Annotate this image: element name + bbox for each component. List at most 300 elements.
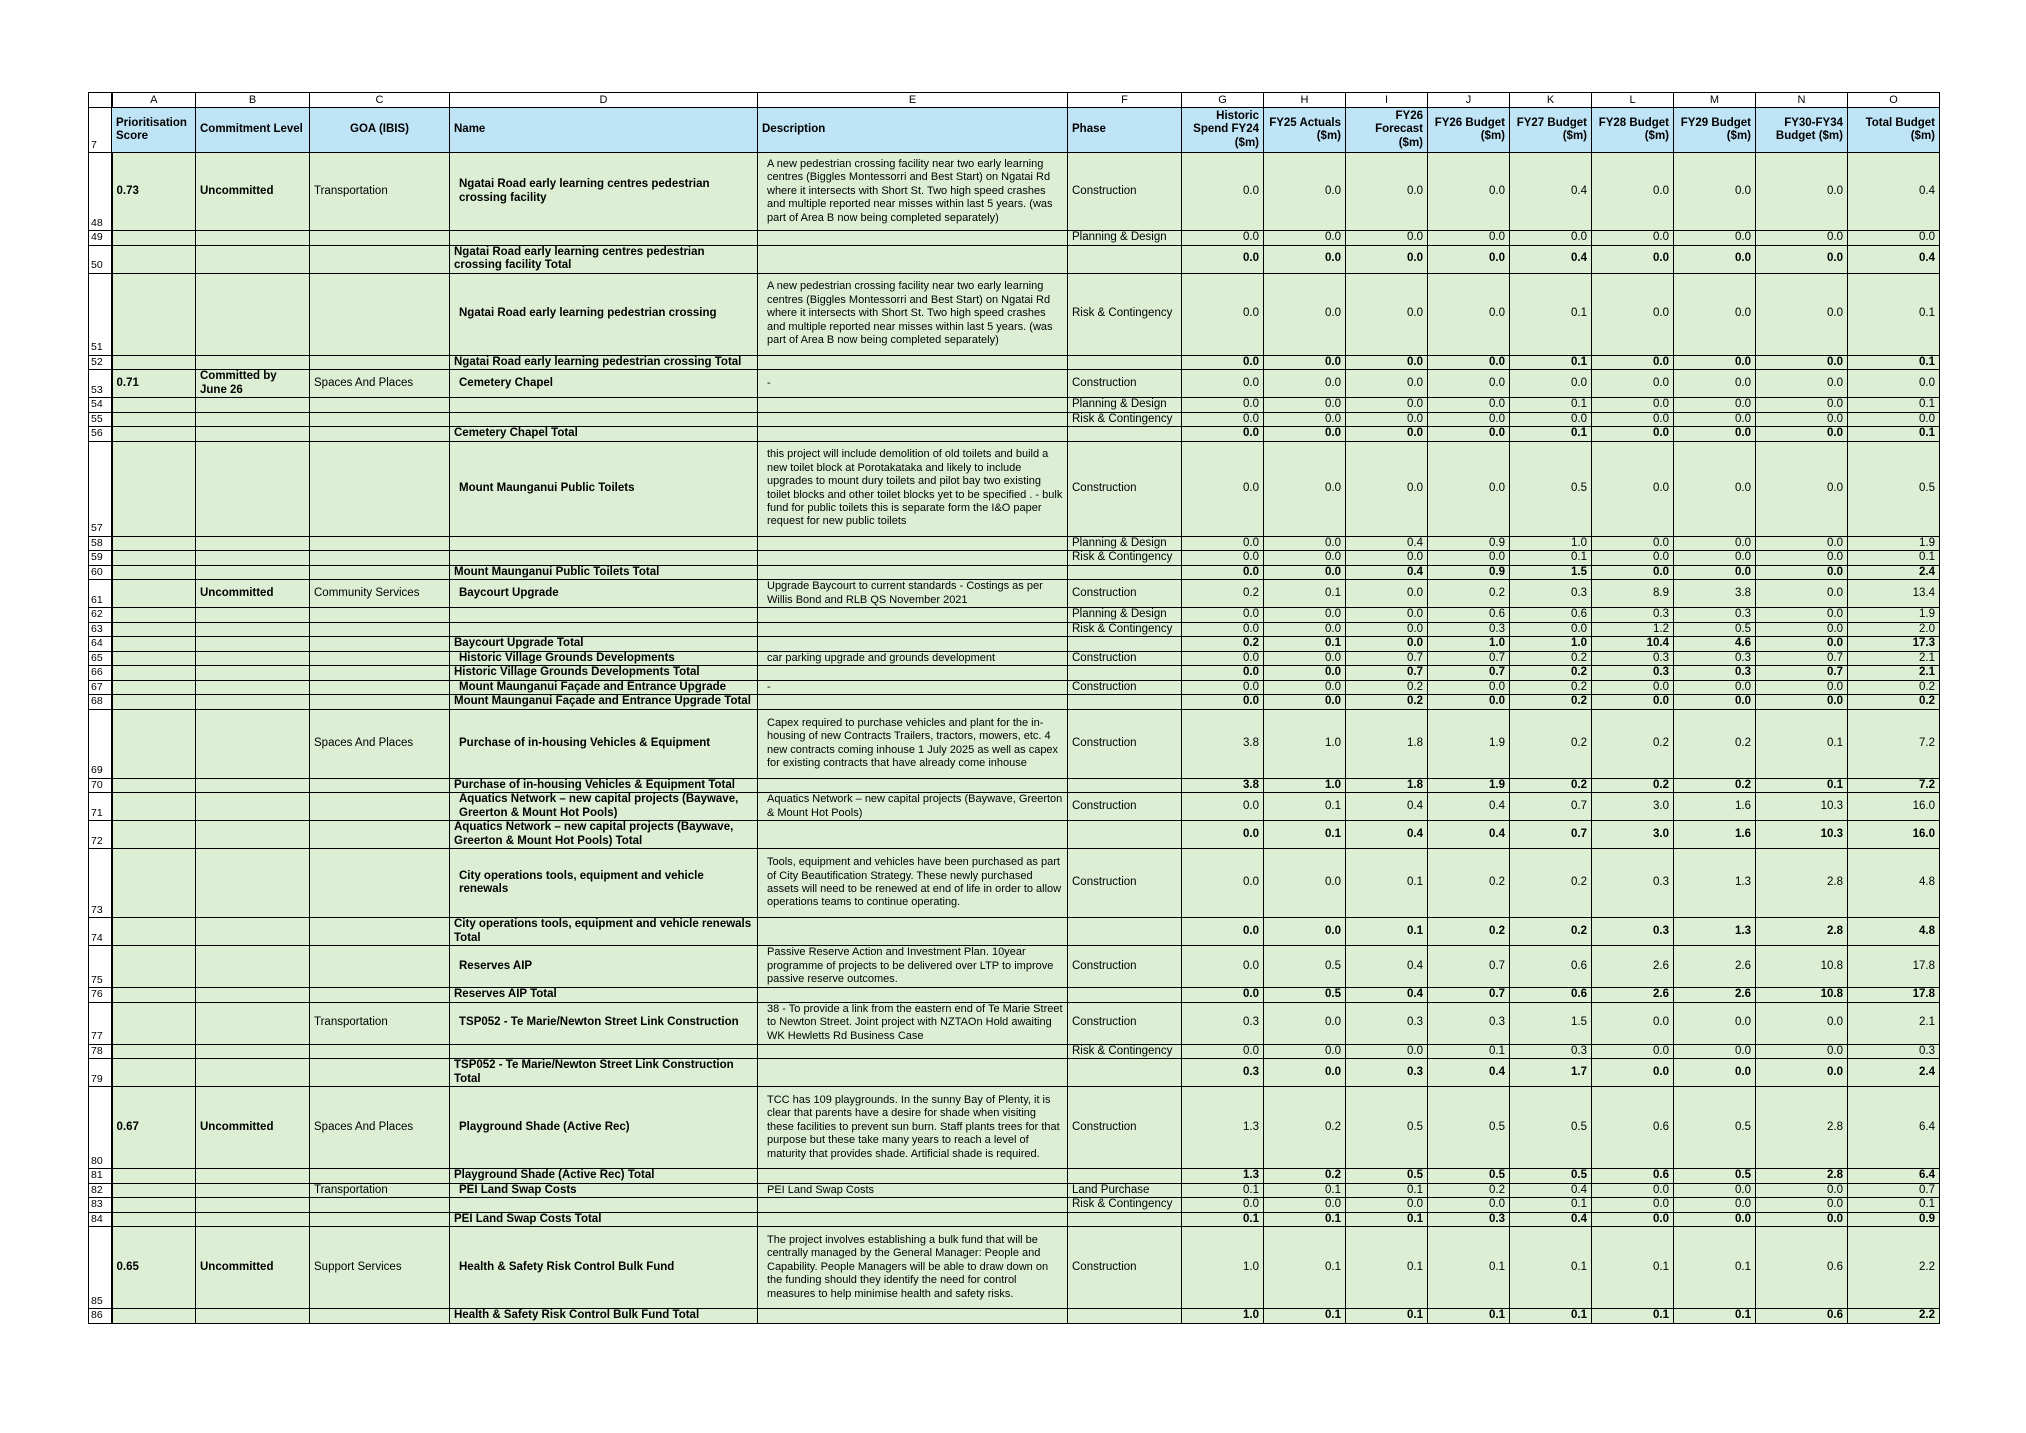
cell-fy29-budget[interactable]: 4.6 (1674, 637, 1756, 652)
cell-fy28-budget[interactable]: 2.6 (1592, 988, 1674, 1003)
cell-fy26-budget[interactable]: 0.5 (1428, 1169, 1510, 1184)
cell-fy26-budget[interactable]: 0.9 (1428, 565, 1510, 580)
cell-prioritisation-score[interactable] (112, 793, 196, 821)
cell-fy26-budget[interactable]: 0.7 (1428, 946, 1510, 988)
cell-fy30-fy34-budget[interactable]: 0.0 (1756, 398, 1848, 413)
cell-name[interactable]: PEI Land Swap Costs (450, 1183, 758, 1198)
cell-commitment-level[interactable] (196, 1169, 310, 1184)
cell-phase[interactable]: Construction (1068, 946, 1182, 988)
row-number[interactable]: 54 (89, 398, 112, 413)
cell-prioritisation-score[interactable] (112, 778, 196, 793)
column-letter-o[interactable]: O (1848, 93, 1940, 108)
row-number[interactable]: 58 (89, 536, 112, 551)
cell-fy29-budget[interactable]: 0.0 (1674, 1044, 1756, 1059)
cell-goa[interactable] (310, 398, 450, 413)
cell-phase[interactable]: Risk & Contingency (1068, 622, 1182, 637)
cell-fy27-budget[interactable]: 0.6 (1510, 988, 1592, 1003)
cell-fy26-forecast[interactable]: 0.4 (1346, 536, 1428, 551)
header-fy28-budget[interactable]: FY28 Budget ($m) (1592, 108, 1674, 153)
cell-fy29-budget[interactable]: 3.8 (1674, 580, 1756, 608)
row-number[interactable]: 7 (89, 108, 112, 153)
cell-fy29-budget[interactable]: 2.6 (1674, 946, 1756, 988)
cell-prioritisation-score[interactable] (112, 398, 196, 413)
cell-total-budget[interactable]: 0.7 (1848, 1183, 1940, 1198)
row-number[interactable]: 84 (89, 1212, 112, 1227)
cell-goa[interactable] (310, 946, 450, 988)
cell-prioritisation-score[interactable] (112, 355, 196, 370)
cell-fy28-budget[interactable]: 2.6 (1592, 946, 1674, 988)
cell-description[interactable] (758, 1044, 1068, 1059)
cell-historic-spend[interactable]: 0.0 (1182, 666, 1264, 681)
cell-fy28-budget[interactable]: 10.4 (1592, 637, 1674, 652)
cell-name[interactable]: TSP052 - Te Marie/Newton Street Link Construction Total (450, 1059, 758, 1087)
cell-fy26-forecast[interactable]: 0.5 (1346, 1169, 1428, 1184)
cell-historic-spend[interactable]: 0.0 (1182, 680, 1264, 695)
cell-fy28-budget[interactable]: 1.2 (1592, 622, 1674, 637)
row-number[interactable]: 61 (89, 580, 112, 608)
cell-phase[interactable]: Construction (1068, 793, 1182, 821)
cell-commitment-level[interactable] (196, 849, 310, 918)
cell-fy28-budget[interactable]: 0.0 (1592, 153, 1674, 231)
row-number[interactable]: 70 (89, 778, 112, 793)
cell-fy30-fy34-budget[interactable]: 10.8 (1756, 946, 1848, 988)
cell-fy25-actuals[interactable]: 0.1 (1264, 1227, 1346, 1309)
cell-name[interactable]: Mount Maunganui Façade and Entrance Upgrade (450, 680, 758, 695)
cell-fy27-budget[interactable]: 0.1 (1510, 1309, 1592, 1324)
cell-total-budget[interactable]: 17.3 (1848, 637, 1940, 652)
cell-phase[interactable] (1068, 821, 1182, 849)
cell-fy27-budget[interactable]: 0.1 (1510, 551, 1592, 566)
cell-fy29-budget[interactable]: 0.5 (1674, 1087, 1756, 1169)
header-fy27-budget[interactable]: FY27 Budget ($m) (1510, 108, 1592, 153)
cell-name[interactable] (450, 1198, 758, 1213)
cell-goa[interactable] (310, 1169, 450, 1184)
cell-total-budget[interactable]: 2.1 (1848, 666, 1940, 681)
cell-description[interactable] (758, 608, 1068, 623)
row-number[interactable]: 81 (89, 1169, 112, 1184)
cell-commitment-level[interactable] (196, 355, 310, 370)
cell-historic-spend[interactable]: 0.0 (1182, 918, 1264, 946)
cell-fy29-budget[interactable]: 0.1 (1674, 1309, 1756, 1324)
cell-fy25-actuals[interactable]: 0.1 (1264, 1183, 1346, 1198)
cell-fy25-actuals[interactable]: 0.0 (1264, 1198, 1346, 1213)
cell-fy28-budget[interactable]: 3.0 (1592, 793, 1674, 821)
cell-total-budget[interactable]: 1.9 (1848, 608, 1940, 623)
cell-name[interactable] (450, 622, 758, 637)
cell-name[interactable] (450, 551, 758, 566)
cell-fy26-budget[interactable]: 0.0 (1428, 695, 1510, 710)
cell-fy27-budget[interactable]: 0.1 (1510, 273, 1592, 355)
cell-fy26-budget[interactable]: 0.0 (1428, 680, 1510, 695)
cell-commitment-level[interactable] (196, 622, 310, 637)
row-number[interactable]: 63 (89, 622, 112, 637)
cell-fy25-actuals[interactable]: 0.1 (1264, 580, 1346, 608)
cell-goa[interactable] (310, 778, 450, 793)
header-phase[interactable]: Phase (1068, 108, 1182, 153)
cell-total-budget[interactable]: 0.0 (1848, 370, 1940, 398)
cell-fy30-fy34-budget[interactable]: 0.0 (1756, 1059, 1848, 1087)
cell-historic-spend[interactable]: 0.0 (1182, 651, 1264, 666)
cell-historic-spend[interactable]: 0.0 (1182, 245, 1264, 273)
cell-fy26-budget[interactable]: 0.6 (1428, 608, 1510, 623)
cell-fy29-budget[interactable]: 1.6 (1674, 793, 1756, 821)
cell-fy28-budget[interactable]: 0.0 (1592, 427, 1674, 442)
cell-fy27-budget[interactable]: 1.7 (1510, 1059, 1592, 1087)
cell-fy25-actuals[interactable]: 0.0 (1264, 1044, 1346, 1059)
cell-fy28-budget[interactable]: 0.3 (1592, 666, 1674, 681)
cell-fy26-budget[interactable]: 0.2 (1428, 849, 1510, 918)
cell-name[interactable]: Purchase of in-housing Vehicles & Equipment Total (450, 778, 758, 793)
cell-goa[interactable]: Support Services (310, 1227, 450, 1309)
cell-historic-spend[interactable]: 1.3 (1182, 1169, 1264, 1184)
cell-goa[interactable] (310, 680, 450, 695)
cell-fy25-actuals[interactable]: 0.0 (1264, 273, 1346, 355)
column-letter-i[interactable]: I (1346, 93, 1428, 108)
cell-fy28-budget[interactable]: 0.0 (1592, 398, 1674, 413)
cell-total-budget[interactable]: 0.4 (1848, 245, 1940, 273)
column-letter-e[interactable]: E (758, 93, 1068, 108)
cell-name[interactable]: Baycourt Upgrade Total (450, 637, 758, 652)
cell-fy26-budget[interactable]: 0.1 (1428, 1044, 1510, 1059)
cell-fy30-fy34-budget[interactable]: 0.0 (1756, 680, 1848, 695)
cell-fy27-budget[interactable]: 0.7 (1510, 793, 1592, 821)
cell-fy30-fy34-budget[interactable]: 10.3 (1756, 793, 1848, 821)
cell-commitment-level[interactable] (196, 441, 310, 536)
cell-fy26-budget[interactable]: 0.2 (1428, 918, 1510, 946)
cell-phase[interactable]: Construction (1068, 1002, 1182, 1044)
cell-description[interactable]: TCC has 109 playgrounds. In the sunny Bay of Plenty, it is clear that parents have a desire for shade when visiting these facilities to prevent sun burn. Staff plants trees for that purpose but these take many years to reach a level of maturity that provides shade. Artificial shade is required. (758, 1087, 1068, 1169)
cell-fy25-actuals[interactable]: 1.0 (1264, 709, 1346, 778)
cell-fy26-forecast[interactable]: 0.4 (1346, 988, 1428, 1003)
cell-prioritisation-score[interactable] (112, 441, 196, 536)
row-number[interactable]: 67 (89, 680, 112, 695)
cell-total-budget[interactable]: 0.1 (1848, 398, 1940, 413)
cell-fy26-forecast[interactable]: 0.7 (1346, 651, 1428, 666)
cell-commitment-level[interactable] (196, 1044, 310, 1059)
row-number[interactable]: 72 (89, 821, 112, 849)
row-number[interactable]: 74 (89, 918, 112, 946)
cell-name[interactable]: Mount Maunganui Public Toilets Total (450, 565, 758, 580)
cell-phase[interactable]: Construction (1068, 651, 1182, 666)
cell-fy26-forecast[interactable]: 0.2 (1346, 680, 1428, 695)
cell-fy25-actuals[interactable]: 0.0 (1264, 412, 1346, 427)
cell-name[interactable]: TSP052 - Te Marie/Newton Street Link Construction (450, 1002, 758, 1044)
cell-fy26-forecast[interactable]: 0.3 (1346, 1002, 1428, 1044)
cell-name[interactable]: PEI Land Swap Costs Total (450, 1212, 758, 1227)
cell-fy25-actuals[interactable]: 0.0 (1264, 622, 1346, 637)
cell-prioritisation-score[interactable] (112, 1198, 196, 1213)
cell-commitment-level[interactable] (196, 918, 310, 946)
cell-fy26-budget[interactable]: 0.2 (1428, 1183, 1510, 1198)
cell-description[interactable]: 38 - To provide a link from the eastern end of Te Marie Street to Newton Street. Joint project with NZTAOn Hold awaiting WK Hewletts Rd Business Case (758, 1002, 1068, 1044)
cell-historic-spend[interactable]: 0.1 (1182, 1212, 1264, 1227)
cell-name[interactable]: Purchase of in-housing Vehicles & Equipment (450, 709, 758, 778)
cell-fy29-budget[interactable]: 0.0 (1674, 398, 1756, 413)
cell-description[interactable] (758, 695, 1068, 710)
cell-historic-spend[interactable]: 3.8 (1182, 709, 1264, 778)
cell-total-budget[interactable]: 6.4 (1848, 1087, 1940, 1169)
cell-name[interactable]: Health & Safety Risk Control Bulk Fund (450, 1227, 758, 1309)
cell-description[interactable]: - (758, 370, 1068, 398)
cell-fy27-budget[interactable]: 0.0 (1510, 370, 1592, 398)
cell-goa[interactable] (310, 1198, 450, 1213)
cell-fy25-actuals[interactable]: 0.0 (1264, 355, 1346, 370)
cell-commitment-level[interactable] (196, 398, 310, 413)
cell-fy29-budget[interactable]: 0.0 (1674, 1212, 1756, 1227)
cell-fy27-budget[interactable]: 0.2 (1510, 666, 1592, 681)
cell-fy26-budget[interactable]: 0.0 (1428, 441, 1510, 536)
cell-name[interactable]: Ngatai Road early learning pedestrian crossing Total (450, 355, 758, 370)
cell-total-budget[interactable]: 0.9 (1848, 1212, 1940, 1227)
cell-fy30-fy34-budget[interactable]: 0.0 (1756, 370, 1848, 398)
cell-fy25-actuals[interactable]: 0.2 (1264, 1087, 1346, 1169)
cell-goa[interactable] (310, 565, 450, 580)
cell-phase[interactable] (1068, 988, 1182, 1003)
cell-fy26-forecast[interactable]: 0.1 (1346, 1212, 1428, 1227)
cell-fy27-budget[interactable]: 0.5 (1510, 441, 1592, 536)
cell-commitment-level[interactable] (196, 608, 310, 623)
row-number[interactable]: 62 (89, 608, 112, 623)
cell-fy29-budget[interactable]: 0.0 (1674, 273, 1756, 355)
cell-fy30-fy34-budget[interactable]: 10.3 (1756, 821, 1848, 849)
header-fy25-actuals[interactable]: FY25 Actuals ($m) (1264, 108, 1346, 153)
cell-description[interactable]: Passive Reserve Action and Investment Plan. 10year programme of projects to be delivered over LTP to improve passive reserve outcomes. (758, 946, 1068, 988)
cell-fy27-budget[interactable]: 0.3 (1510, 1044, 1592, 1059)
cell-fy30-fy34-budget[interactable]: 0.0 (1756, 536, 1848, 551)
cell-fy29-budget[interactable]: 0.2 (1674, 778, 1756, 793)
cell-prioritisation-score[interactable] (112, 427, 196, 442)
cell-total-budget[interactable]: 16.0 (1848, 821, 1940, 849)
cell-fy27-budget[interactable]: 0.1 (1510, 427, 1592, 442)
cell-name[interactable]: Mount Maunganui Public Toilets (450, 441, 758, 536)
cell-fy30-fy34-budget[interactable]: 0.0 (1756, 273, 1848, 355)
row-number[interactable]: 78 (89, 1044, 112, 1059)
cell-fy28-budget[interactable]: 0.1 (1592, 1309, 1674, 1324)
cell-fy29-budget[interactable]: 0.5 (1674, 1169, 1756, 1184)
cell-historic-spend[interactable]: 0.0 (1182, 273, 1264, 355)
cell-fy26-forecast[interactable]: 1.8 (1346, 778, 1428, 793)
cell-historic-spend[interactable]: 0.0 (1182, 412, 1264, 427)
cell-fy26-forecast[interactable]: 0.1 (1346, 918, 1428, 946)
cell-name[interactable]: Ngatai Road early learning centres pedestrian crossing facility Total (450, 245, 758, 273)
cell-phase[interactable]: Construction (1068, 441, 1182, 536)
cell-commitment-level[interactable] (196, 778, 310, 793)
cell-description[interactable] (758, 245, 1068, 273)
cell-total-budget[interactable]: 0.0 (1848, 231, 1940, 246)
cell-fy26-budget[interactable]: 1.0 (1428, 637, 1510, 652)
header-description[interactable]: Description (758, 108, 1068, 153)
cell-fy29-budget[interactable]: 0.5 (1674, 622, 1756, 637)
cell-fy26-forecast[interactable]: 0.4 (1346, 821, 1428, 849)
cell-phase[interactable] (1068, 1169, 1182, 1184)
cell-fy28-budget[interactable]: 0.0 (1592, 1059, 1674, 1087)
cell-historic-spend[interactable]: 0.0 (1182, 1198, 1264, 1213)
cell-fy25-actuals[interactable]: 0.2 (1264, 1169, 1346, 1184)
cell-commitment-level[interactable] (196, 651, 310, 666)
cell-fy26-forecast[interactable]: 0.0 (1346, 622, 1428, 637)
cell-description[interactable] (758, 1309, 1068, 1324)
cell-fy30-fy34-budget[interactable]: 0.0 (1756, 231, 1848, 246)
cell-goa[interactable] (310, 427, 450, 442)
cell-phase[interactable]: Planning & Design (1068, 231, 1182, 246)
cell-fy27-budget[interactable]: 0.2 (1510, 849, 1592, 918)
cell-prioritisation-score[interactable] (112, 608, 196, 623)
cell-fy26-budget[interactable]: 0.1 (1428, 1227, 1510, 1309)
row-number[interactable]: 76 (89, 988, 112, 1003)
cell-fy27-budget[interactable]: 0.4 (1510, 245, 1592, 273)
cell-prioritisation-score[interactable] (112, 231, 196, 246)
cell-fy29-budget[interactable]: 0.0 (1674, 441, 1756, 536)
cell-fy26-budget[interactable]: 0.0 (1428, 551, 1510, 566)
row-number[interactable]: 56 (89, 427, 112, 442)
cell-fy30-fy34-budget[interactable]: 0.0 (1756, 1183, 1848, 1198)
cell-fy28-budget[interactable]: 0.3 (1592, 608, 1674, 623)
cell-fy25-actuals[interactable]: 0.0 (1264, 680, 1346, 695)
cell-fy26-forecast[interactable]: 0.0 (1346, 273, 1428, 355)
cell-name[interactable]: City operations tools, equipment and vehicle renewals (450, 849, 758, 918)
cell-fy27-budget[interactable]: 0.4 (1510, 1183, 1592, 1198)
cell-fy28-budget[interactable]: 0.0 (1592, 1212, 1674, 1227)
cell-fy27-budget[interactable]: 0.7 (1510, 821, 1592, 849)
cell-goa[interactable]: Transportation (310, 1002, 450, 1044)
cell-description[interactable] (758, 637, 1068, 652)
cell-historic-spend[interactable]: 0.2 (1182, 637, 1264, 652)
cell-description[interactable]: The project involves establishing a bulk fund that will be centrally managed by the General Manager: People and Capability. People Managers will be able to draw down on the funding should they identify the need for control measures to help minimise health and safety risks. (758, 1227, 1068, 1309)
cell-prioritisation-score[interactable] (112, 849, 196, 918)
cell-prioritisation-score[interactable] (112, 622, 196, 637)
cell-historic-spend[interactable]: 0.0 (1182, 608, 1264, 623)
cell-total-budget[interactable]: 2.2 (1848, 1309, 1940, 1324)
cell-fy29-budget[interactable]: 0.0 (1674, 1059, 1756, 1087)
cell-fy29-budget[interactable]: 0.0 (1674, 680, 1756, 695)
cell-fy29-budget[interactable]: 0.3 (1674, 651, 1756, 666)
cell-fy26-forecast[interactable]: 0.2 (1346, 695, 1428, 710)
cell-goa[interactable] (310, 849, 450, 918)
cell-phase[interactable]: Risk & Contingency (1068, 551, 1182, 566)
cell-description[interactable]: this project will include demolition of old toilets and build a new toilet block at Porotakataka and likely to include upgrades to mount dury toilets and pilot bay two existing toilet blocks and other toilet blocks yet to be specified . - bulk fund for public toilets this is separate form the I&O paper request for new public toilets (758, 441, 1068, 536)
cell-fy25-actuals[interactable]: 0.0 (1264, 849, 1346, 918)
cell-description[interactable] (758, 1059, 1068, 1087)
cell-phase[interactable]: Construction (1068, 580, 1182, 608)
cell-commitment-level[interactable]: Uncommitted (196, 1087, 310, 1169)
cell-fy30-fy34-budget[interactable]: 0.0 (1756, 1002, 1848, 1044)
row-number[interactable]: 68 (89, 695, 112, 710)
cell-prioritisation-score[interactable] (112, 565, 196, 580)
cell-phase[interactable]: Construction (1068, 709, 1182, 778)
cell-prioritisation-score[interactable] (112, 680, 196, 695)
cell-fy25-actuals[interactable]: 0.0 (1264, 608, 1346, 623)
column-letter-n[interactable]: N (1756, 93, 1848, 108)
cell-commitment-level[interactable] (196, 1002, 310, 1044)
cell-goa[interactable] (310, 412, 450, 427)
cell-fy26-budget[interactable]: 0.0 (1428, 245, 1510, 273)
cell-commitment-level[interactable] (196, 946, 310, 988)
cell-goa[interactable] (310, 608, 450, 623)
cell-historic-spend[interactable]: 0.0 (1182, 355, 1264, 370)
cell-prioritisation-score[interactable] (112, 536, 196, 551)
cell-commitment-level[interactable] (196, 1183, 310, 1198)
cell-total-budget[interactable]: 0.2 (1848, 680, 1940, 695)
cell-fy25-actuals[interactable]: 0.0 (1264, 651, 1346, 666)
cell-fy26-forecast[interactable]: 0.0 (1346, 551, 1428, 566)
cell-phase[interactable]: Construction (1068, 1227, 1182, 1309)
cell-total-budget[interactable]: 4.8 (1848, 918, 1940, 946)
cell-fy26-forecast[interactable]: 0.5 (1346, 1087, 1428, 1169)
cell-fy30-fy34-budget[interactable]: 0.0 (1756, 1198, 1848, 1213)
cell-goa[interactable]: Spaces And Places (310, 370, 450, 398)
header-goa[interactable]: GOA (IBIS) (310, 108, 450, 153)
cell-fy26-forecast[interactable]: 0.0 (1346, 580, 1428, 608)
cell-commitment-level[interactable] (196, 1212, 310, 1227)
cell-goa[interactable] (310, 355, 450, 370)
cell-total-budget[interactable]: 7.2 (1848, 709, 1940, 778)
cell-historic-spend[interactable]: 1.0 (1182, 1227, 1264, 1309)
row-number[interactable]: 85 (89, 1227, 112, 1309)
cell-name[interactable]: Historic Village Grounds Developments Total (450, 666, 758, 681)
header-prioritisation-score[interactable]: Prioritisation Score (112, 108, 196, 153)
cell-goa[interactable] (310, 666, 450, 681)
cell-fy26-budget[interactable]: 0.0 (1428, 1198, 1510, 1213)
column-letter-b[interactable]: B (196, 93, 310, 108)
cell-fy26-budget[interactable]: 0.4 (1428, 821, 1510, 849)
cell-fy26-budget[interactable]: 1.9 (1428, 778, 1510, 793)
row-number[interactable]: 64 (89, 637, 112, 652)
cell-historic-spend[interactable]: 0.0 (1182, 370, 1264, 398)
cell-fy27-budget[interactable]: 0.1 (1510, 355, 1592, 370)
cell-fy25-actuals[interactable]: 0.1 (1264, 793, 1346, 821)
cell-fy27-budget[interactable]: 0.4 (1510, 1212, 1592, 1227)
cell-fy28-budget[interactable]: 0.0 (1592, 245, 1674, 273)
cell-fy28-budget[interactable]: 0.0 (1592, 695, 1674, 710)
cell-fy28-budget[interactable]: 0.2 (1592, 778, 1674, 793)
column-letter-k[interactable]: K (1510, 93, 1592, 108)
cell-fy25-actuals[interactable]: 0.0 (1264, 245, 1346, 273)
cell-name[interactable]: Reserves AIP Total (450, 988, 758, 1003)
cell-prioritisation-score[interactable] (112, 709, 196, 778)
cell-phase[interactable] (1068, 355, 1182, 370)
cell-phase[interactable] (1068, 637, 1182, 652)
cell-fy25-actuals[interactable]: 0.1 (1264, 821, 1346, 849)
cell-fy29-budget[interactable]: 0.0 (1674, 245, 1756, 273)
cell-fy26-budget[interactable]: 0.0 (1428, 231, 1510, 246)
cell-historic-spend[interactable]: 1.3 (1182, 1087, 1264, 1169)
cell-fy26-budget[interactable]: 0.0 (1428, 273, 1510, 355)
cell-fy30-fy34-budget[interactable]: 0.0 (1756, 695, 1848, 710)
cell-fy25-actuals[interactable]: 0.0 (1264, 231, 1346, 246)
cell-description[interactable] (758, 1212, 1068, 1227)
cell-fy25-actuals[interactable]: 0.5 (1264, 946, 1346, 988)
cell-fy27-budget[interactable]: 0.0 (1510, 231, 1592, 246)
cell-total-budget[interactable]: 4.8 (1848, 849, 1940, 918)
cell-commitment-level[interactable]: Uncommitted (196, 153, 310, 231)
cell-prioritisation-score[interactable] (112, 695, 196, 710)
cell-fy29-budget[interactable]: 0.0 (1674, 551, 1756, 566)
column-letter-f[interactable]: F (1068, 93, 1182, 108)
cell-historic-spend[interactable]: 0.0 (1182, 1044, 1264, 1059)
cell-description[interactable]: Upgrade Baycourt to current standards - Costings as per Willis Bond and RLB QS November 2021 (758, 580, 1068, 608)
cell-fy27-budget[interactable]: 0.5 (1510, 1087, 1592, 1169)
cell-fy26-forecast[interactable]: 0.0 (1346, 355, 1428, 370)
cell-fy26-forecast[interactable]: 0.0 (1346, 637, 1428, 652)
cell-total-budget[interactable]: 0.1 (1848, 355, 1940, 370)
cell-commitment-level[interactable] (196, 536, 310, 551)
cell-phase[interactable]: Construction (1068, 680, 1182, 695)
cell-fy25-actuals[interactable]: 0.0 (1264, 666, 1346, 681)
cell-fy30-fy34-budget[interactable]: 0.0 (1756, 637, 1848, 652)
cell-historic-spend[interactable]: 0.0 (1182, 821, 1264, 849)
cell-phase[interactable] (1068, 565, 1182, 580)
cell-fy29-budget[interactable]: 0.3 (1674, 666, 1756, 681)
